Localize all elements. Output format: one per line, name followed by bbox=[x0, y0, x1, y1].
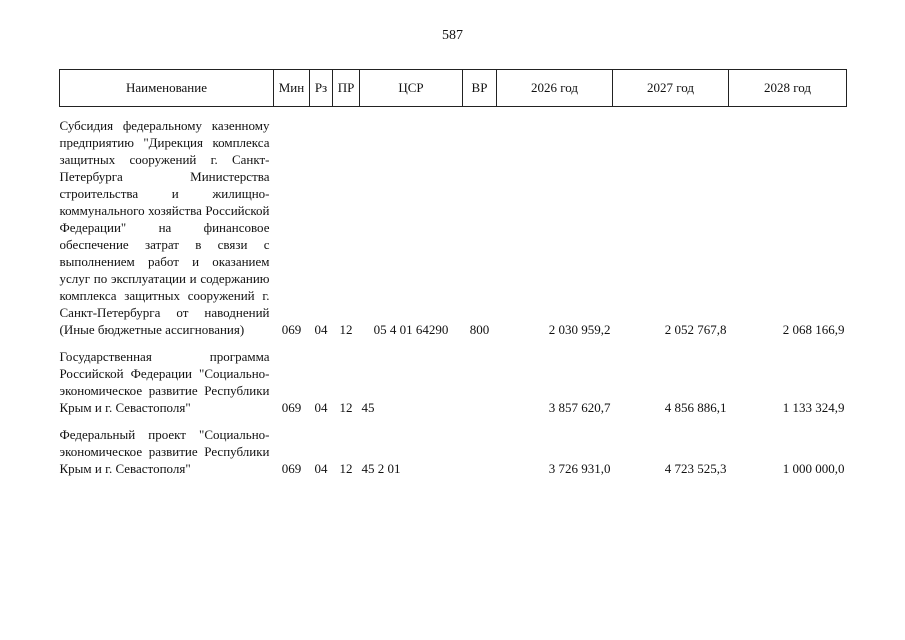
row-spacer bbox=[60, 416, 847, 426]
row-rz: 04 bbox=[314, 400, 328, 415]
row-vr bbox=[463, 348, 497, 416]
row-min: 069 bbox=[281, 461, 302, 476]
row-csr: 45 bbox=[361, 400, 375, 415]
row-2026: 2 030 959,2 bbox=[548, 322, 611, 337]
page-number: 587 bbox=[442, 28, 463, 43]
table-row bbox=[60, 426, 847, 477]
row-spacer bbox=[60, 338, 847, 348]
row-name: Государственная программа Российской Федерации "Социально-экономическое развитие Республики Крым и г. Севастополя" bbox=[59, 349, 270, 415]
header-2028: 2028 год bbox=[729, 70, 847, 107]
row-csr: 05 4 01 64290 bbox=[373, 322, 449, 337]
row-csr: 45 2 01 bbox=[361, 461, 401, 476]
header-2027: 2027 год bbox=[613, 70, 729, 107]
row-2028: 1 133 324,9 bbox=[782, 400, 845, 415]
row-2027: 4 856 886,1 bbox=[664, 400, 727, 415]
header-csr: ЦСР bbox=[360, 70, 463, 107]
header-pr: ПР bbox=[333, 70, 360, 107]
row-2026: 3 857 620,7 bbox=[548, 400, 611, 415]
row-vr bbox=[463, 426, 497, 477]
header-2026: 2026 год bbox=[497, 70, 613, 107]
header-vr: ВР bbox=[463, 70, 497, 107]
row-2027: 2 052 767,8 bbox=[664, 322, 727, 337]
row-2028: 2 068 166,9 bbox=[782, 322, 845, 337]
row-min: 069 bbox=[281, 322, 302, 337]
row-pr: 12 bbox=[339, 400, 353, 415]
budget-table bbox=[59, 69, 847, 477]
header-name: Наименование bbox=[60, 70, 274, 107]
row-2027: 4 723 525,3 bbox=[664, 461, 727, 476]
header-min: Мин bbox=[274, 70, 310, 107]
table-row bbox=[60, 107, 847, 339]
row-pr: 12 bbox=[339, 322, 353, 337]
header-rz: Рз bbox=[310, 70, 333, 107]
row-name: Субсидия федеральному казенному предприятию "Дирекция комплекса защитных сооружений г. Санкт-Петербурга Министерства строительства и жилищно-коммунального хозяйства Российской Федерации" на финансовое обеспечение затрат в связи с выполнением работ и оказанием услуг по эксплуатации и содержанию комплекса защитных сооружений г. Санкт-Петербурга от наводнений (Иные бюджетные ассигнования) bbox=[59, 118, 270, 337]
row-rz: 04 bbox=[314, 461, 328, 476]
row-min: 069 bbox=[281, 400, 302, 415]
row-rz: 04 bbox=[314, 322, 328, 337]
row-2026: 3 726 931,0 bbox=[548, 461, 611, 476]
table-row bbox=[60, 348, 847, 416]
row-pr: 12 bbox=[339, 461, 353, 476]
row-2028: 1 000 000,0 bbox=[782, 461, 845, 476]
row-name: Федеральный проект "Социально-экономическое развитие Республики Крым и г. Севастополя" bbox=[59, 427, 270, 476]
row-vr: 800 bbox=[469, 322, 490, 337]
table-header-row bbox=[60, 70, 847, 107]
